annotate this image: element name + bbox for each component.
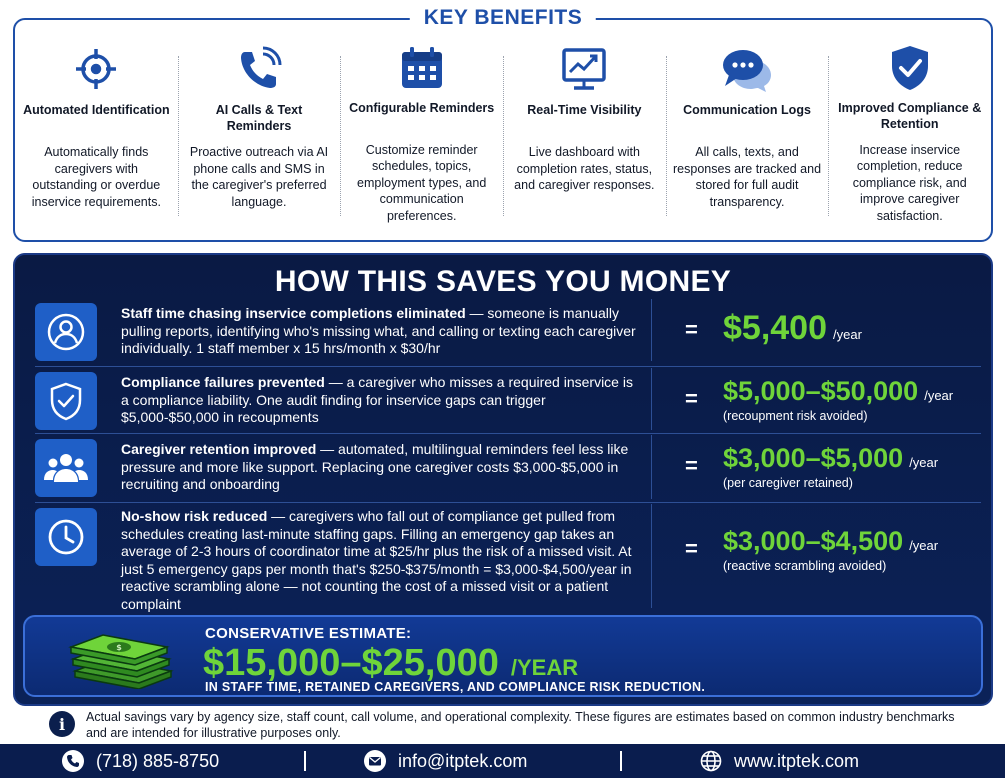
- equals-sign: =: [685, 453, 698, 478]
- website-url: www.itptek.com: [734, 750, 860, 771]
- savings-row-heading: Staff time chasing inservice completions eliminated: [121, 305, 466, 321]
- phone-icon: [62, 750, 84, 772]
- equals-sign: =: [685, 317, 698, 342]
- group-icon: [35, 439, 97, 497]
- savings-row-heading: No-show risk reduced: [121, 508, 268, 524]
- chat-icon: [718, 42, 776, 96]
- email-address: info@itptek.com: [398, 750, 528, 771]
- savings-row-staff-time: [35, 299, 981, 361]
- row-separator: [35, 433, 981, 434]
- benefit-communication-logs: [666, 42, 829, 224]
- benefit-heading: Improved Compliance & Retention: [838, 100, 982, 131]
- savings-title: HOW THIS SAVES YOU MONEY: [274, 265, 732, 298]
- disclaimer-text: Actual savings vary by agency size, staff count, call volume, and operational complexity. These figures are estimates based on common industry benchmarks and are intended for illustrative purposes only.: [86, 710, 955, 740]
- savings-row-no-show: [35, 504, 981, 612]
- footer-divider: [620, 751, 622, 771]
- benefit-heading: Communication Logs: [683, 103, 811, 117]
- contact-footer: [0, 744, 1005, 778]
- savings-amount: [723, 443, 938, 474]
- benefit-description: Live dashboard with completion rates, status, and caregiver responses.: [514, 145, 655, 192]
- clock-icon: [35, 508, 97, 566]
- savings-row-heading: Caregiver retention improved: [121, 441, 317, 457]
- benefit-heading: AI Calls & Text Reminders: [215, 103, 303, 133]
- calendar-icon: [393, 42, 451, 94]
- conservative-estimate-box: [23, 615, 983, 697]
- savings-row-compliance: [35, 368, 981, 430]
- savings-row-description: [121, 305, 641, 358]
- savings-note: (per caregiver retained): [723, 476, 853, 490]
- row-divider: [651, 435, 652, 499]
- benefit-ai-calls: [178, 42, 341, 224]
- savings-row-detail: — someone is manually pulling reports, identifying who's missing what, and calling or texting each caregiver individually. 1 staff member x 15 hrs/month x $30/hr: [121, 305, 636, 356]
- phone-icon: [230, 42, 288, 96]
- estimate-unit: /YEAR: [510, 655, 579, 680]
- key-benefits-title: KEY BENEFITS: [410, 6, 596, 30]
- savings-row-description: [121, 374, 641, 427]
- benefit-description: Increase inservice completion, reduce compliance risk, and improve caregiver satisfaction.: [852, 142, 967, 223]
- benefit-heading: Configurable Reminders: [349, 100, 495, 115]
- row-divider: [651, 299, 652, 361]
- savings-amount: [723, 526, 938, 557]
- savings-row-retention: [35, 435, 981, 499]
- savings-row-detail: — automated, multilingual reminders feel less like pressure and more like support. Replacing one caregiver costs $3,000-$5,000 in recruiting and onboarding: [121, 441, 629, 492]
- savings-row-description: [121, 441, 641, 494]
- savings-row-description: [121, 508, 641, 613]
- row-divider: [651, 368, 652, 430]
- estimate-range: $15,000–$25,000: [203, 642, 499, 684]
- savings-row-detail: — a caregiver who misses a required inservice is a compliance liability. One audit finding for inservice gaps can trigger $5,000-$50,000 in recoupments: [121, 374, 633, 425]
- savings-amount-value: $5,000–$50,000: [723, 376, 919, 406]
- savings-panel: [13, 253, 993, 706]
- email-icon: [364, 750, 386, 772]
- benefit-real-time-visibility: [503, 42, 666, 224]
- footer-phone[interactable]: [62, 744, 219, 778]
- estimate-label: CONSERVATIVE ESTIMATE:: [205, 625, 412, 642]
- savings-amount-value: $3,000–$4,500: [723, 526, 904, 556]
- benefit-configurable-reminders: [340, 42, 503, 224]
- savings-amount-value: $3,000–$5,000: [723, 443, 904, 473]
- savings-note: (recoupment risk avoided): [723, 409, 868, 423]
- estimate-value: [203, 642, 578, 685]
- benefit-description: Customize reminder schedules, topics, employment types, and communication preferences.: [357, 142, 487, 223]
- savings-row-heading: Compliance failures prevented: [121, 374, 325, 390]
- benefit-description: Automatically finds caregivers with outstanding or overdue inservice requirements.: [31, 145, 161, 209]
- benefit-heading: Real-Time Visibility: [527, 103, 642, 117]
- savings-note: (reactive scrambling avoided): [723, 559, 887, 573]
- cash-stack-icon: [61, 627, 181, 689]
- dashboard-icon: [555, 42, 613, 96]
- shield-check-icon: [35, 372, 97, 430]
- savings-amount: [723, 309, 862, 348]
- key-benefits-panel: [13, 6, 993, 242]
- benefit-improved-compliance: [828, 42, 991, 224]
- svg-text:$: $: [116, 643, 122, 652]
- savings-amount: [723, 376, 953, 407]
- phone-number: (718) 885-8750: [96, 750, 220, 771]
- footer-email[interactable]: [364, 744, 527, 778]
- equals-sign: =: [685, 386, 698, 411]
- savings-amount-value: $5,400: [723, 309, 827, 347]
- row-separator: [35, 366, 981, 367]
- globe-icon: [700, 750, 722, 772]
- per-year-label: /year: [909, 538, 939, 553]
- footer-divider: [304, 751, 306, 771]
- row-separator: [35, 502, 981, 503]
- benefit-heading: Automated Identification: [23, 103, 170, 117]
- benefit-description: All calls, texts, and responses are tracked and stored for full audit transparency.: [673, 145, 822, 209]
- info-icon: i: [49, 711, 75, 737]
- target-icon: [67, 42, 125, 96]
- user-icon: [35, 303, 97, 361]
- benefit-automated-identification: [15, 42, 178, 224]
- savings-row-detail: — caregivers who fall out of compliance get pulled from schedules creating last-minute staffing gaps. Filling an emergency gap takes an average of 2-3 hours of coordinator time at $25/hr plus the risk of a missed visit. At just 5 emergency gaps per month that's $250-$375/month = $3,000-$4,500/year in reactive scrambling alone — not counting the cost of a missed visit or a patient complaint: [121, 508, 632, 612]
- per-year-label: /year: [833, 327, 862, 342]
- benefit-description: Proactive outreach via AI phone calls and SMS in the caregiver's preferred language.: [189, 145, 329, 209]
- per-year-label: /year: [909, 455, 939, 470]
- equals-sign: =: [685, 536, 698, 561]
- row-divider: [651, 504, 652, 608]
- per-year-label: /year: [924, 388, 954, 403]
- shield-check-icon: [881, 42, 939, 94]
- estimate-subtitle: IN STAFF TIME, RETAINED CAREGIVERS, AND COMPLIANCE RISK REDUCTION.: [205, 680, 706, 694]
- footer-website[interactable]: [700, 744, 859, 778]
